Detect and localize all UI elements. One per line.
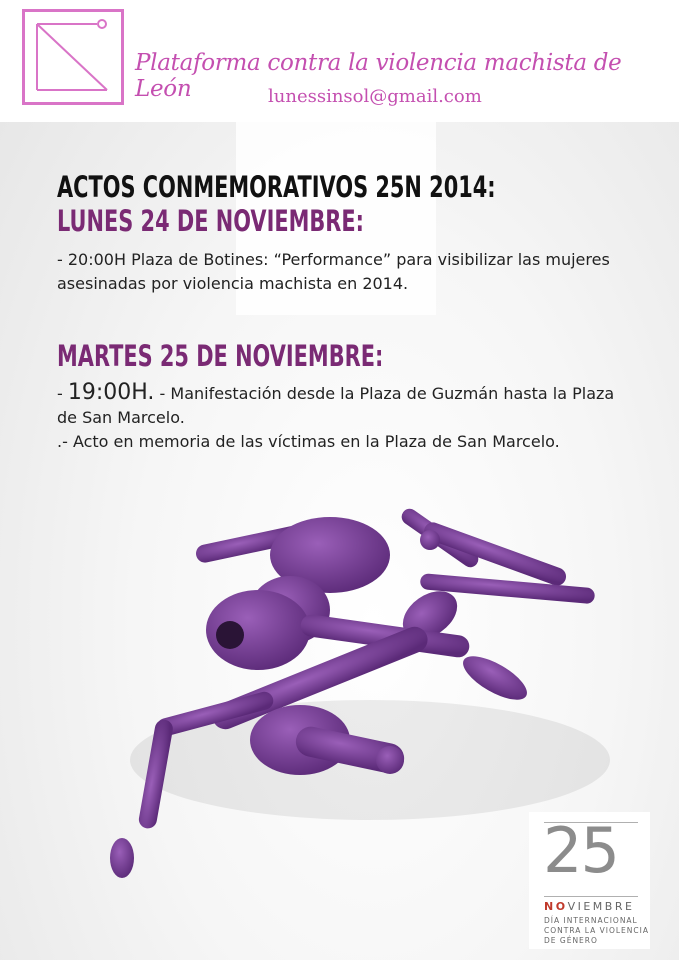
day2-time: 19:00H. (67, 380, 155, 405)
day2-item2: .- Acto en memoria de las víctimas en la Plaza de San Marcelo. (57, 432, 560, 451)
day2-dash: - (57, 384, 63, 403)
organization-logo (22, 9, 124, 105)
day2-item1-text: - Manifestación desde la Plaza de Guzmán hasta la Plaza de San Marcelo. (57, 384, 615, 427)
contact-email[interactable]: lunessinsol@gmail.com (268, 86, 482, 107)
day2-heading: MARTES 25 DE NOVIEMBRE: (57, 339, 384, 373)
badge-month-rest: VIEMBRE (567, 900, 635, 913)
page-title: ACTOS CONMEMORATIVOS 25N 2014: (57, 170, 496, 204)
day1-heading: LUNES 24 DE NOVIEMBRE: (57, 204, 365, 238)
25n-badge (529, 812, 650, 949)
badge-divider (544, 896, 638, 897)
badge-month-prefix: NO (544, 900, 568, 913)
badge-line1: DÍA INTERNACIONAL (544, 916, 638, 925)
badge-month (544, 900, 634, 913)
badge-line2: CONTRA LA VIOLENCIA (544, 926, 649, 935)
logo-icon (25, 12, 121, 102)
day1-text: - 20:00H Plaza de Botines: “Performance” para visibilizar las mujeres asesinadas por violencia machista en 2014. (57, 250, 610, 293)
day2-item1 (57, 381, 622, 430)
organization-name: Plataforma contra la violencia machista de León (135, 50, 622, 102)
badge-line3: DE GÉNERO (544, 936, 598, 945)
badge-number: 25 (543, 814, 618, 887)
